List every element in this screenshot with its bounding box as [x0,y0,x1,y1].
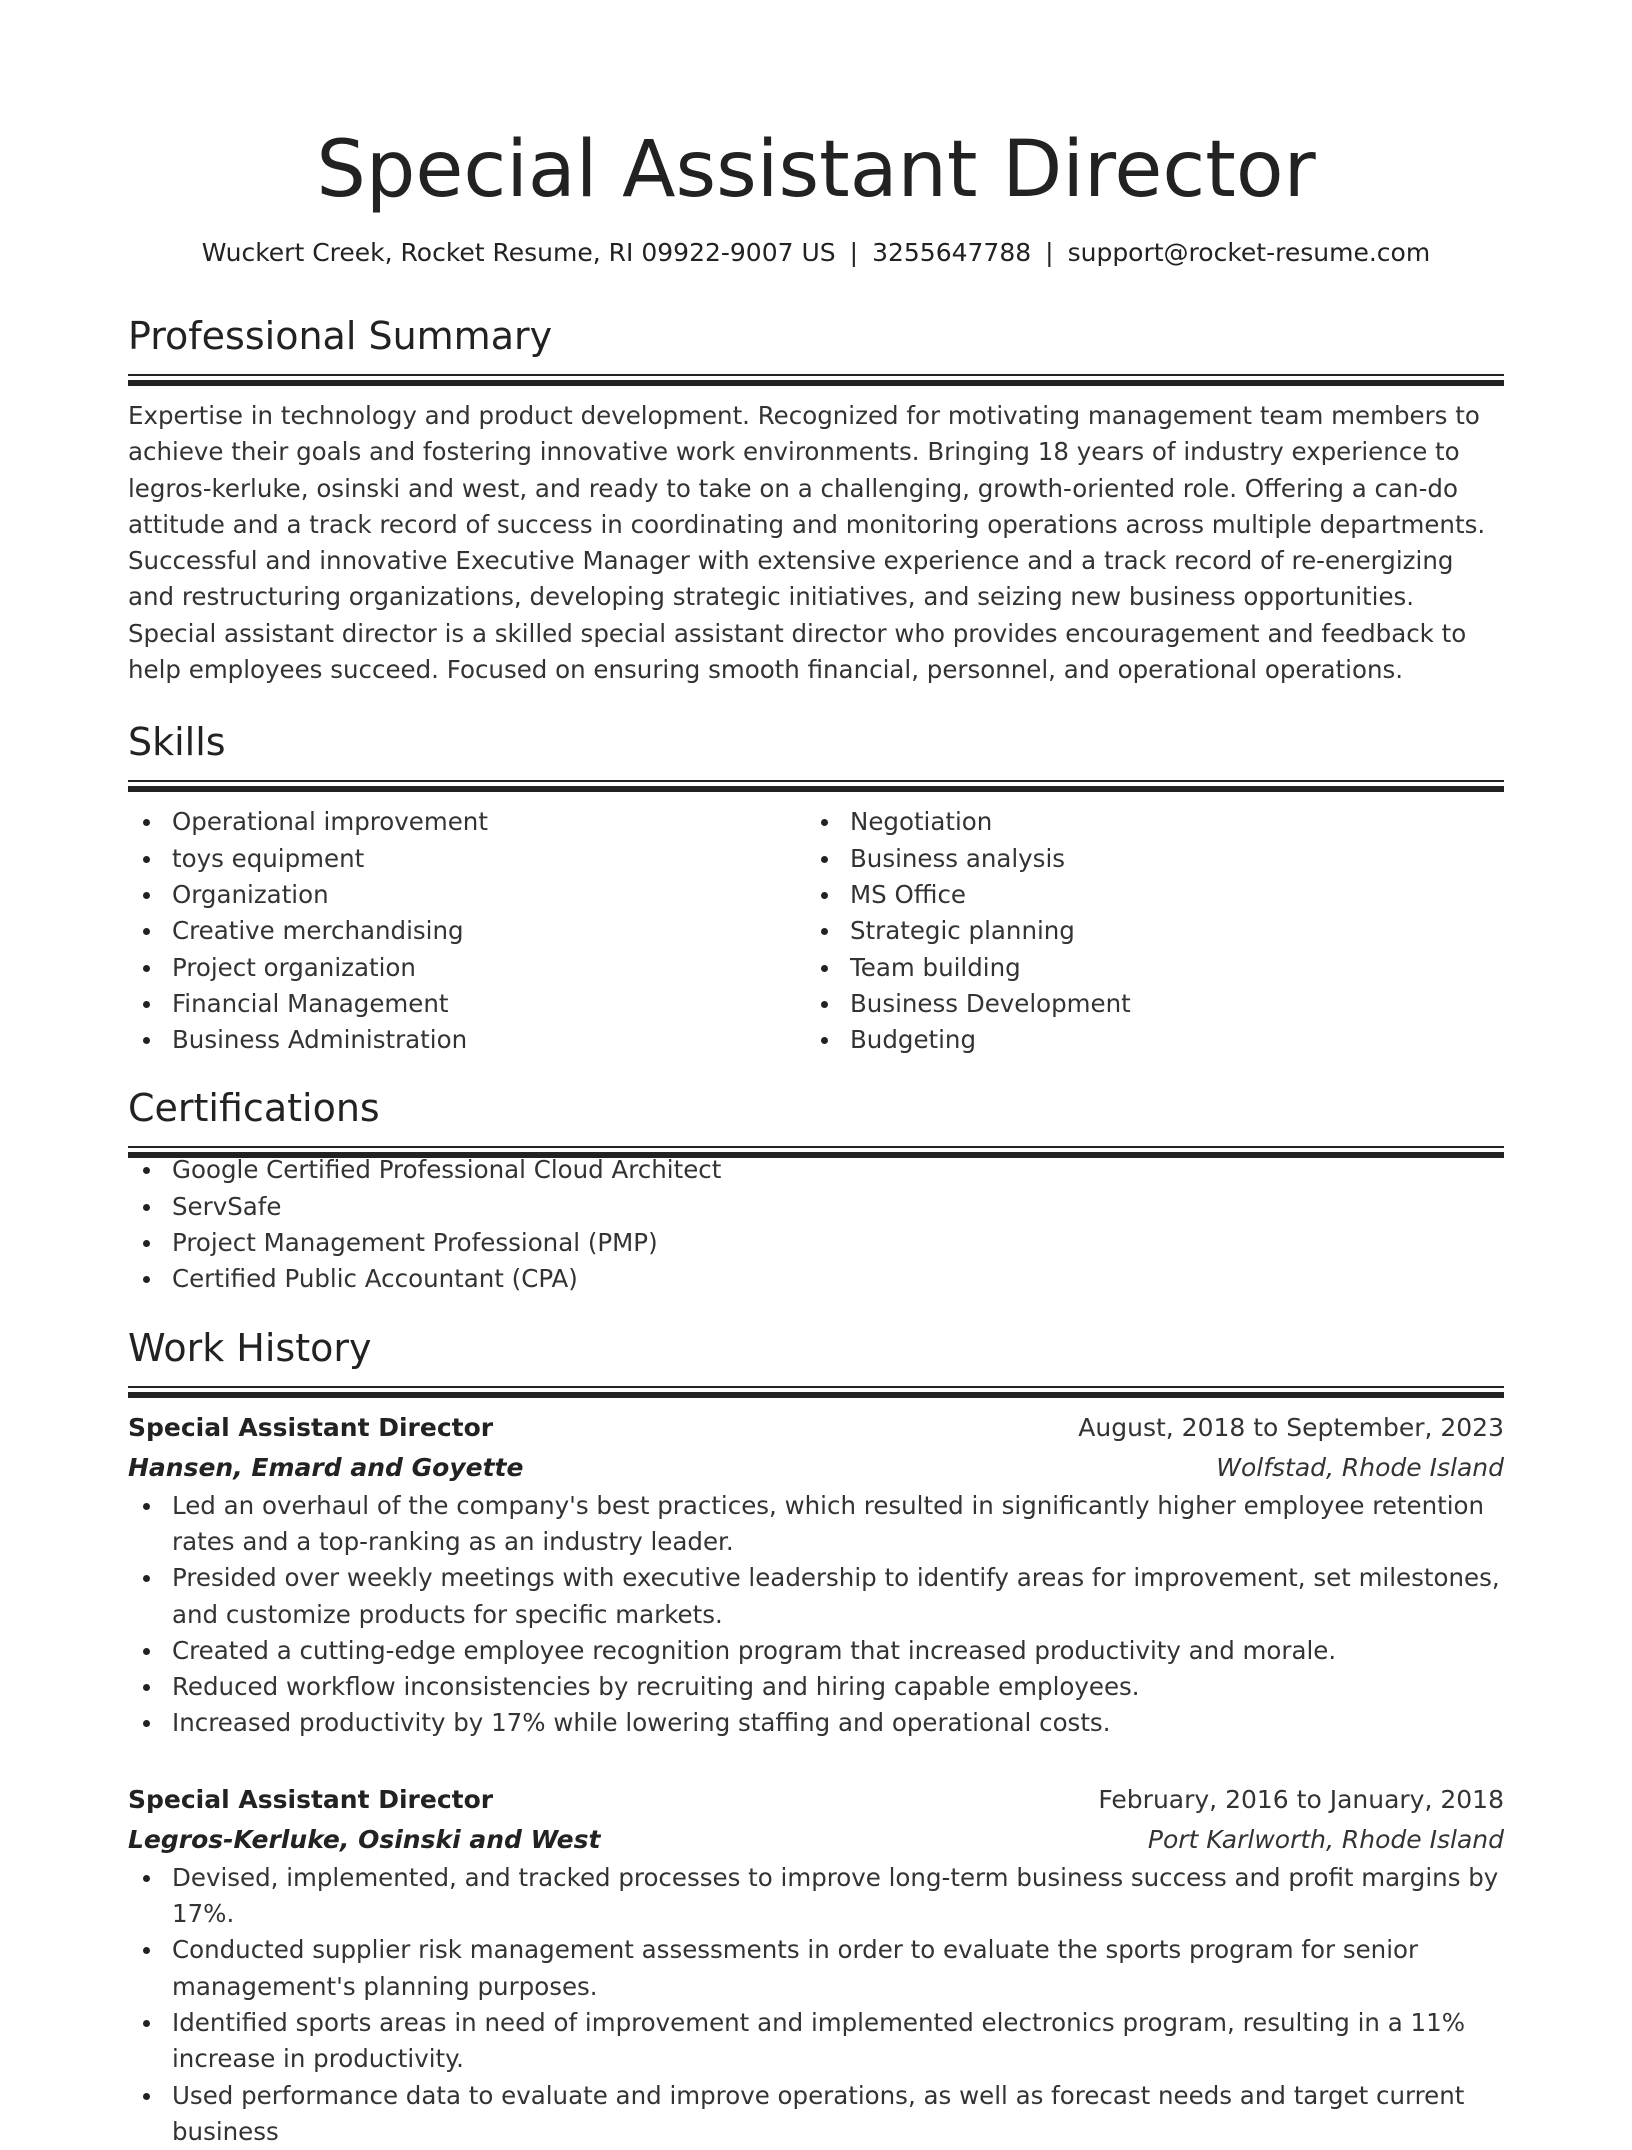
skill-item: Negotiation [806,804,1484,840]
contact-phone: 3255647788 [872,238,1031,267]
job-company: Hansen, Emard and Goyette [128,1448,523,1488]
job-bullet: Increased productivity by 17% while lowering staffing and operational costs. [128,1705,1504,1741]
skill-item: Operational improvement [128,804,806,840]
job-bullet: Led an overhaul of the company's best practices, which resulted in significantly higher employee retention rates and a top-ranking as an industry leader. [128,1488,1504,1561]
job-entry [128,1408,1504,1742]
job-company-row [128,1448,1504,1488]
resume-page [128,0,1504,2150]
section-title-work-history: Work History [128,1324,1504,1372]
certification-item: Certified Public Accountant (CPA) [128,1261,1504,1297]
section-divider [128,374,1504,380]
contact-separator: | [1045,238,1053,267]
section-title-skills: Skills [128,718,1504,766]
job-bullets [128,1488,1504,1742]
job-bullet: Used performance data to evaluate and improve operations, as well as forecast needs and target current business [128,2078,1504,2150]
skills-column-left [128,804,806,1058]
section-divider [128,780,1504,786]
job-header-row [128,1408,1504,1448]
job-location: Wolfstad, Rhode Island [1216,1448,1504,1488]
certification-item: ServSafe [128,1189,1504,1225]
job-location: Port Karlworth, Rhode Island [1148,1820,1504,1860]
skill-item: toys equipment [128,841,806,877]
job-bullets [128,1860,1504,2150]
skill-item: MS Office [806,877,1484,913]
skill-item: Business Administration [128,1022,806,1058]
contact-email: support@rocket-resume.com [1068,238,1431,267]
certifications-list [128,1152,1504,1297]
job-entry [128,1780,1504,2150]
skill-item: Business Development [806,986,1484,1022]
skill-item: Project organization [128,950,806,986]
skill-item: Strategic planning [806,913,1484,949]
contact-separator: | [850,238,858,267]
skill-item: Business analysis [806,841,1484,877]
skill-item: Budgeting [806,1022,1484,1058]
skills-list-left [128,804,806,1058]
job-bullet: Created a cutting-edge employee recognition program that increased productivity and morale. [128,1633,1504,1669]
skill-item: Creative merchandising [128,913,806,949]
job-bullet: Devised, implemented, and tracked processes to improve long-term business success and profit margins by 17%. [128,1860,1504,1933]
job-bullet: Identified sports areas in need of improvement and implemented electronics program, resulting in a 11% increase in productivity. [128,2005,1504,2078]
job-company-row [128,1820,1504,1860]
job-dates: February, 2016 to January, 2018 [1098,1780,1504,1820]
skill-item: Team building [806,950,1484,986]
job-bullet: Presided over weekly meetings with executive leadership to identify areas for improvement, set milestones, and customize products for specific markets. [128,1560,1504,1633]
certification-item: Google Certified Professional Cloud Architect [128,1152,1504,1188]
resume-name: Special Assistant Director [128,122,1504,218]
section-title-summary: Professional Summary [128,312,1504,360]
job-bullet: Reduced workflow inconsistencies by recruiting and hiring capable employees. [128,1669,1504,1705]
contact-address: Wuckert Creek, Rocket Resume, RI 09922-9007 US [202,238,836,267]
job-header-row [128,1780,1504,1820]
skills-list-right [806,804,1484,1058]
skills-grid [128,804,1504,1058]
skill-item: Organization [128,877,806,913]
job-bullet: Conducted supplier risk management assessments in order to evaluate the sports program for senior management's planning purposes. [128,1932,1504,2005]
work-history-section [128,1324,1504,2150]
job-title: Special Assistant Director [128,1780,493,1820]
summary-text: Expertise in technology and product development. Recognized for motivating management team members to achieve their goals and fostering innovative work environments. Bringing 18 years of industry experience to legros-kerluke, osinski and west, and ready to take on a challenging, growth-oriented role. Offering a can-do attitude and a track record of success in coordinating and monitoring operations across multiple departments. Successful and innovative Executive Manager with extensive experience and a track record of re-energizing and restructuring organizations, developing strategic initiatives, and seizing new business opportunities. Special assistant director is a skilled special assistant director who provides encouragement and feedback to help employees succeed. Focused on ensuring smooth financial, personnel, and operational operations. [128,398,1504,688]
job-title: Special Assistant Director [128,1408,493,1448]
section-divider [128,1386,1504,1392]
skills-section [128,718,1504,1058]
skill-item: Financial Management [128,986,806,1022]
job-company: Legros-Kerluke, Osinski and West [128,1820,600,1860]
summary-section [128,312,1504,688]
section-title-certifications: Certifications [128,1084,1504,1132]
job-dates: August, 2018 to September, 2023 [1078,1408,1504,1448]
certifications-section [128,1084,1504,1297]
certification-item: Project Management Professional (PMP) [128,1225,1504,1261]
skills-column-right [806,804,1484,1058]
contact-line [128,236,1504,270]
